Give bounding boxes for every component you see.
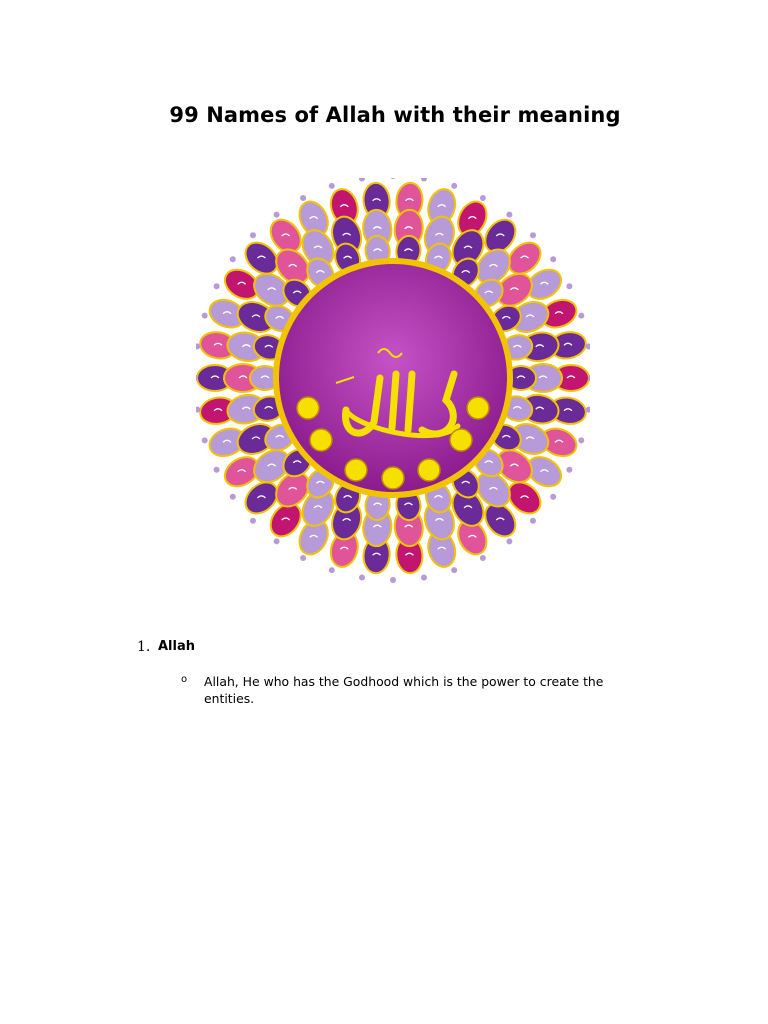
page-title: 99 Names of Allah with their meaning bbox=[169, 103, 621, 127]
ornament-dot bbox=[214, 467, 220, 473]
ornament-dot bbox=[230, 494, 236, 500]
ornament-dot bbox=[578, 313, 584, 319]
ornament-dot bbox=[566, 467, 572, 473]
ornament-dot bbox=[550, 494, 556, 500]
allah-calligraphy-medallion bbox=[196, 178, 590, 588]
ornament-dot bbox=[359, 178, 365, 182]
bullet-marker: o bbox=[181, 674, 188, 685]
ornament-dot bbox=[202, 437, 208, 443]
list-heading: Allah bbox=[158, 639, 196, 654]
ornament-dot bbox=[390, 178, 396, 179]
ornament-dot bbox=[530, 518, 536, 524]
ornament-dot bbox=[300, 195, 306, 201]
ornament-dot bbox=[274, 212, 280, 218]
ornament-dot bbox=[359, 575, 365, 581]
gold-medallion bbox=[418, 459, 440, 481]
ornament-dot bbox=[329, 567, 335, 573]
ornament-dot bbox=[421, 178, 427, 182]
list-number: 1. bbox=[137, 639, 151, 655]
ornament-dot bbox=[550, 256, 556, 262]
gold-medallion bbox=[345, 459, 367, 481]
bullet-description: Allah, He who has the Godhood which is the power to create the entities. bbox=[204, 674, 604, 706]
ornament-dot bbox=[480, 195, 486, 201]
ornament-dot bbox=[506, 212, 512, 218]
ornament-dot bbox=[451, 567, 457, 573]
gold-medallion bbox=[310, 429, 332, 451]
ornament-dot bbox=[214, 283, 220, 289]
gold-medallion bbox=[450, 429, 472, 451]
ornament-dot bbox=[202, 313, 208, 319]
ornament-dot bbox=[530, 232, 536, 238]
ornament-dot bbox=[250, 518, 256, 524]
ornament-dot bbox=[250, 232, 256, 238]
ornament-dot bbox=[300, 555, 306, 561]
ornament-dot bbox=[566, 283, 572, 289]
gold-medallion bbox=[297, 397, 319, 419]
gold-medallion bbox=[467, 397, 489, 419]
ornament-dot bbox=[578, 437, 584, 443]
ornament-dot bbox=[421, 575, 427, 581]
gold-medallion bbox=[382, 467, 404, 489]
ornament-dot bbox=[329, 183, 335, 189]
ornament-dot bbox=[230, 256, 236, 262]
ornament-dot bbox=[451, 183, 457, 189]
ornament-dot bbox=[480, 555, 486, 561]
ornament-dot bbox=[274, 538, 280, 544]
ornament-dot bbox=[506, 538, 512, 544]
ornament-dot bbox=[390, 577, 396, 583]
